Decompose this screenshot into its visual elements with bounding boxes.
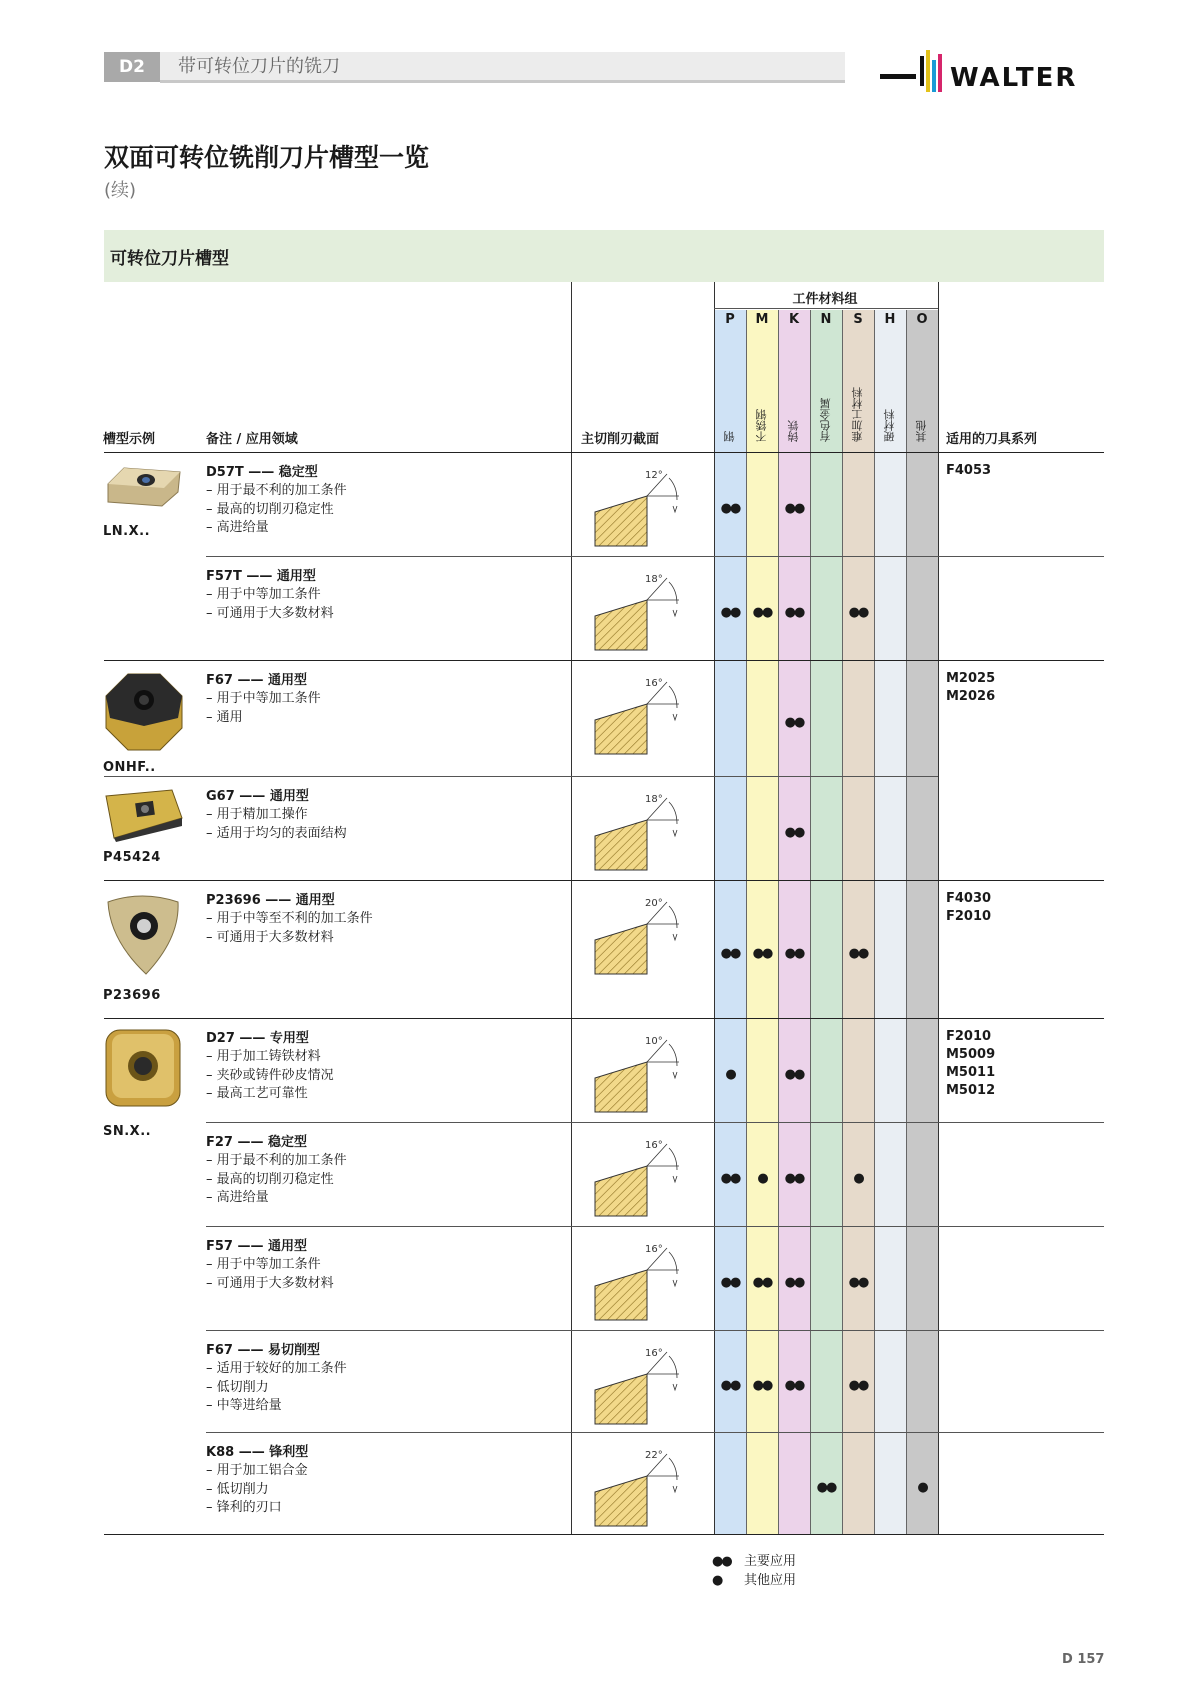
geometry-note: – 高进给量 [206, 520, 269, 535]
section-angle: 20° [645, 898, 663, 909]
col-bg-N [810, 310, 842, 1534]
section-angle: 12° [645, 470, 663, 481]
geometry-note: – 用于加工铝合金 [206, 1463, 308, 1478]
material-mark-K: ●● [784, 946, 804, 961]
material-mark-S: ●● [848, 605, 868, 620]
divider [714, 308, 938, 309]
cutting-edge-section [585, 1344, 695, 1434]
group-divider [104, 1018, 1104, 1019]
divider [778, 310, 779, 1534]
geometry-title: F67 —— 通用型 [206, 673, 308, 688]
geometry-note: – 通用 [206, 709, 243, 725]
cutting-edge-section [585, 674, 695, 764]
insert-image-P23696 [102, 888, 184, 978]
material-mark-S: ●● [848, 1378, 868, 1393]
geometry-note: – 可通用于大多数材料 [206, 1275, 334, 1291]
row-divider [104, 776, 938, 777]
material-mark-M: ●● [752, 946, 772, 961]
insert-image-P45424 [102, 786, 186, 842]
col-bg-S [842, 310, 874, 1534]
row-divider [206, 1122, 1104, 1123]
cutting-edge-section [585, 790, 695, 880]
geometry-note: – 用于中等加工条件 [206, 1257, 321, 1272]
geometry-code-SN: SN.X.. [103, 1124, 152, 1139]
insert-image-ONHF [102, 670, 186, 754]
legend [712, 1553, 796, 1590]
divider [571, 282, 572, 1534]
material-name-O: 其他 [915, 420, 928, 442]
material-letter-K: K [788, 312, 800, 327]
geometry-note: – 适用于均匀的表面结构 [206, 825, 347, 841]
material-mark-O: ● [917, 1480, 927, 1495]
tool-series-LN: F4053 [946, 463, 992, 478]
material-name-N: 有色金属 [819, 398, 832, 442]
page-number: D 157 [1062, 1652, 1105, 1667]
geometry-note: – 用于中等加工条件 [206, 587, 321, 602]
insert-image-LN [104, 462, 184, 512]
material-letter-M: M [755, 312, 769, 327]
section-tag: D2 [104, 52, 160, 82]
geometry-title: D57T —— 稳定型 [206, 465, 318, 480]
chapter-title: 带可转位刀片的铣刀 [178, 56, 340, 77]
material-mark-M: ●● [752, 605, 772, 620]
material-mark-S: ●● [848, 1275, 868, 1290]
geometry-title: P23696 —— 通用型 [206, 893, 335, 908]
material-mark-P: ●● [720, 946, 740, 961]
geometry-note: – 可通用于大多数材料 [206, 929, 334, 945]
material-mark-K: ●● [784, 825, 804, 840]
group-divider [104, 660, 1104, 661]
material-letter-N: N [820, 312, 832, 327]
col-bg-P [714, 310, 746, 1534]
material-mark-K: ●● [784, 605, 804, 620]
geometry-note: – 低切削力 [206, 1481, 269, 1497]
geometry-note: – 夹砂或铸件砂皮情况 [206, 1067, 334, 1083]
material-mark-S: ● [853, 1171, 863, 1186]
geometry-note: – 中等进给量 [206, 1398, 282, 1413]
geometry-note: – 可通用于大多数材料 [206, 605, 334, 621]
geometry-note: – 用于最不利的加工条件 [206, 483, 347, 498]
geometry-title: F57T —— 通用型 [206, 569, 316, 584]
material-mark-P: ●● [720, 501, 740, 516]
row-divider [206, 1330, 1104, 1331]
material-mark-P: ●● [720, 605, 740, 620]
section-angle: 18° [645, 794, 663, 805]
geometry-code-LN: LN.X.. [103, 524, 151, 539]
geometry-note: – 最高的切削刃稳定性 [206, 501, 334, 517]
page-subtitle: (续) [104, 180, 137, 201]
material-mark-P: ● [725, 1067, 735, 1082]
material-mark-K: ●● [784, 501, 804, 516]
section-angle: 16° [645, 1244, 663, 1255]
divider [714, 282, 715, 1534]
geometry-note: – 用于精加工操作 [206, 807, 308, 822]
material-mark-M: ●● [752, 1275, 772, 1290]
col-bg-O [906, 310, 938, 1534]
section-angle: 16° [645, 1140, 663, 1151]
geometry-note: – 最高工艺可靠性 [206, 1086, 308, 1101]
material-name-P: 钢 [723, 431, 736, 442]
section-angle: 10° [645, 1036, 663, 1047]
geometry-title: F57 —— 通用型 [206, 1239, 308, 1254]
material-name-H: 硬材料 [883, 409, 896, 442]
material-mark-S: ●● [848, 946, 868, 961]
cutting-edge-section [585, 1032, 695, 1122]
cutting-edge-section [585, 570, 695, 660]
section-angle: 16° [645, 1348, 663, 1359]
geometry-title: F27 —— 稳定型 [206, 1135, 308, 1150]
material-mark-P: ●● [720, 1275, 740, 1290]
divider [810, 310, 811, 1534]
divider [746, 310, 747, 1534]
geometry-title: G67 —— 通用型 [206, 789, 309, 804]
insert-image-SN [102, 1026, 184, 1112]
geometry-title: D27 —— 专用型 [206, 1031, 309, 1046]
material-mark-N: ●● [816, 1480, 836, 1495]
row-divider [206, 556, 1104, 557]
geometry-note: – 低切削力 [206, 1379, 269, 1395]
col-header-example: 槽型示例 [103, 432, 156, 447]
tool-series-ONHF: M2025 M2026 [946, 671, 996, 704]
geometry-note: – 用于最不利的加工条件 [206, 1153, 347, 1168]
cutting-edge-section [585, 1240, 695, 1330]
cutting-edge-section [585, 466, 695, 556]
section-angle: 18° [645, 574, 663, 585]
cutting-edge-section [585, 1136, 695, 1226]
legend-item: ●● 主要应用 [712, 1554, 797, 1569]
geometry-note: – 高进给量 [206, 1190, 269, 1205]
tool-series-SN: F2010 M5009 M5011 M5012 [946, 1029, 996, 1098]
material-mark-K: ●● [784, 1275, 804, 1290]
geometry-title: F67 —— 易切削型 [206, 1343, 321, 1358]
geometry-code-P23696: P23696 [103, 988, 161, 1003]
group-divider [104, 880, 1104, 881]
divider [874, 310, 875, 1534]
geometry-note: – 最高的切削刃稳定性 [206, 1171, 334, 1187]
section-band-title: 可转位刀片槽型 [110, 249, 229, 269]
col-bg-M [746, 310, 778, 1534]
geometry-note: – 适用于较好的加工条件 [206, 1361, 347, 1376]
section-angle: 16° [645, 678, 663, 689]
material-letter-P: P [725, 312, 735, 327]
col-header-section: 主切削刃截面 [581, 432, 660, 447]
material-letter-H: H [884, 312, 896, 327]
geometry-note: – 用于中等加工条件 [206, 691, 321, 706]
divider [938, 282, 939, 1534]
col-bg-H [874, 310, 906, 1534]
material-mark-P: ●● [720, 1171, 740, 1186]
brand-text: WALTER [950, 63, 1078, 93]
cutting-edge-section [585, 894, 695, 984]
material-mark-K: ●● [784, 1378, 804, 1393]
material-mark-P: ●● [720, 1378, 740, 1393]
material-mark-M: ●● [752, 1378, 772, 1393]
col-header-notes: 备注 / 应用领域 [206, 432, 298, 447]
divider [906, 310, 907, 1534]
legend-item: ● 其他应用 [712, 1572, 797, 1588]
geometry-note: – 锋利的刃口 [206, 1500, 282, 1515]
col-header-series: 适用的刀具系列 [946, 432, 1038, 447]
walter-logo [880, 46, 1105, 102]
material-group-header: 工件材料组 [792, 292, 858, 307]
geometry-code-ONHF: ONHF.. [103, 760, 156, 775]
material-mark-K: ●● [784, 1067, 804, 1082]
material-name-M: 不锈钢 [755, 409, 768, 442]
geometry-note: – 用于加工铸铁材料 [206, 1049, 321, 1064]
material-mark-M: ● [757, 1171, 767, 1186]
header-rule [104, 452, 1104, 453]
geometry-note: – 用于中等至不利的加工条件 [206, 911, 373, 926]
tool-series-P23696: F4030 F2010 [946, 891, 992, 924]
row-divider [206, 1226, 1104, 1227]
material-letter-O: O [916, 312, 928, 327]
section-angle: 22° [645, 1450, 663, 1461]
material-letter-S: S [853, 312, 863, 327]
material-name-S: 难加工材料 [851, 387, 864, 442]
cutting-edge-section [585, 1446, 695, 1536]
material-mark-K: ●● [784, 1171, 804, 1186]
divider [842, 310, 843, 1534]
section-band [104, 230, 1104, 282]
geometry-code-P45424: P45424 [103, 850, 161, 865]
material-mark-K: ●● [784, 715, 804, 730]
material-name-K: 铸铁 [787, 420, 800, 442]
page-title: 双面可转位铣削刀片槽型一览 [104, 143, 430, 172]
geometry-title: K88 —— 锋利型 [206, 1445, 309, 1460]
col-bg-K [778, 310, 810, 1534]
